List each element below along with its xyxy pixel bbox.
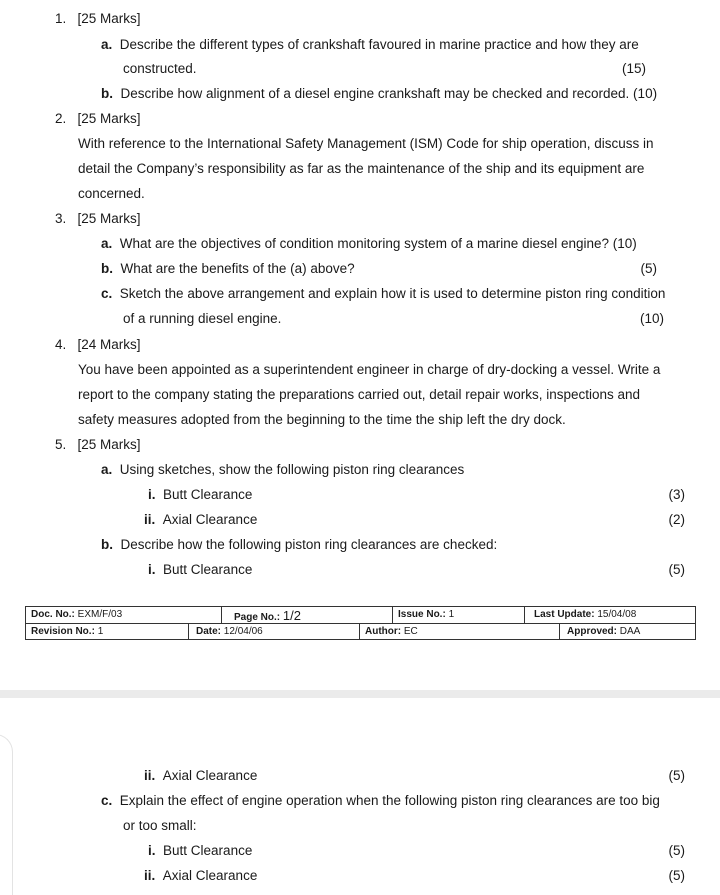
- revision-no: Revision No.: 1: [31, 626, 104, 637]
- author: Author: EC: [365, 626, 418, 637]
- q4-line-1: You have been appointed as a superintendent engineer in charge of dry-docking a vessel. Write a: [78, 362, 661, 377]
- approved: Approved: DAA: [567, 626, 641, 637]
- q1-a-cont: constructed.: [123, 61, 197, 76]
- q5-c-ii-marks: (5): [668, 868, 685, 883]
- q5-c-ii: ii. Axial Clearance: [144, 868, 258, 883]
- q2-header: 2. [25 Marks]: [55, 111, 141, 126]
- q1-b: b. Describe how alignment of a diesel engine crankshaft may be checked and recorded. (10): [101, 86, 658, 101]
- q5-c-i: i. Butt Clearance: [148, 843, 253, 858]
- q5-a-ii: ii. Axial Clearance: [144, 512, 258, 527]
- q5-b-ii-marks: (5): [668, 768, 685, 783]
- q5-a-ii-marks: (2): [668, 512, 685, 527]
- document-control-table: [25, 606, 696, 640]
- q5-a-i: i. Butt Clearance: [148, 487, 253, 502]
- q3-header: 3. [25 Marks]: [55, 211, 141, 226]
- q5-b-i-marks: (5): [668, 562, 685, 577]
- q5-c-cont: or too small:: [123, 818, 197, 833]
- q3-a: a. What are the objectives of condition monitoring system of a marine diesel engine? (10): [101, 236, 637, 251]
- q1-header: 1. [25 Marks]: [55, 11, 141, 26]
- q1-a-marks: (15): [621, 61, 646, 76]
- q3-c-marks: (10): [639, 311, 664, 326]
- q5-a-i-marks: (3): [668, 487, 685, 502]
- q5-b-i: i. Butt Clearance: [148, 562, 253, 577]
- q1-a: a. Describe the different types of crankshaft favoured in marine practice and how they are: [101, 37, 639, 52]
- q3-b-marks: (5): [640, 261, 657, 276]
- doc-no: Doc. No.: EXM/F/03: [31, 609, 123, 620]
- q5-a: a. Using sketches, show the following piston ring clearances: [101, 462, 465, 477]
- page-no: Page No.: 1/2: [234, 608, 301, 623]
- q5-b: b. Describe how the following piston ring clearances are checked:: [101, 537, 498, 552]
- q4-header: 4. [24 Marks]: [55, 337, 141, 352]
- issue-no: Issue No.: 1: [398, 609, 455, 620]
- date: Date: 12/04/06: [196, 626, 263, 637]
- page-separator: [0, 690, 720, 698]
- q5-b-ii: ii. Axial Clearance: [144, 768, 258, 783]
- page-2-corner: [0, 734, 13, 895]
- q2-line-3: concerned.: [78, 186, 145, 201]
- q5-c-i-marks: (5): [668, 843, 685, 858]
- q3-c-cont: of a running diesel engine.: [123, 311, 282, 326]
- q4-line-2: report to the company stating the preparations carried out, detail repair works, inspections and: [78, 387, 641, 402]
- q5-header: 5. [25 Marks]: [55, 437, 141, 452]
- q3-b: b. What are the benefits of the (a) above?: [101, 261, 355, 276]
- q5-c: c. Explain the effect of engine operation when the following piston ring clearances are too big: [101, 793, 660, 808]
- q2-line-2: detail the Company’s responsibility as far as the maintenance of the ship and its equipment are: [78, 161, 645, 176]
- last-update: Last Update: 15/04/08: [534, 609, 637, 620]
- q4-line-3: safety measures adopted from the beginning to the time the ship left the dry dock.: [78, 412, 566, 427]
- q3-c: c. Sketch the above arrangement and explain how it is used to determine piston ring condition: [101, 286, 666, 301]
- q2-line-1: With reference to the International Safety Management (ISM) Code for ship operation, discuss in: [78, 136, 654, 151]
